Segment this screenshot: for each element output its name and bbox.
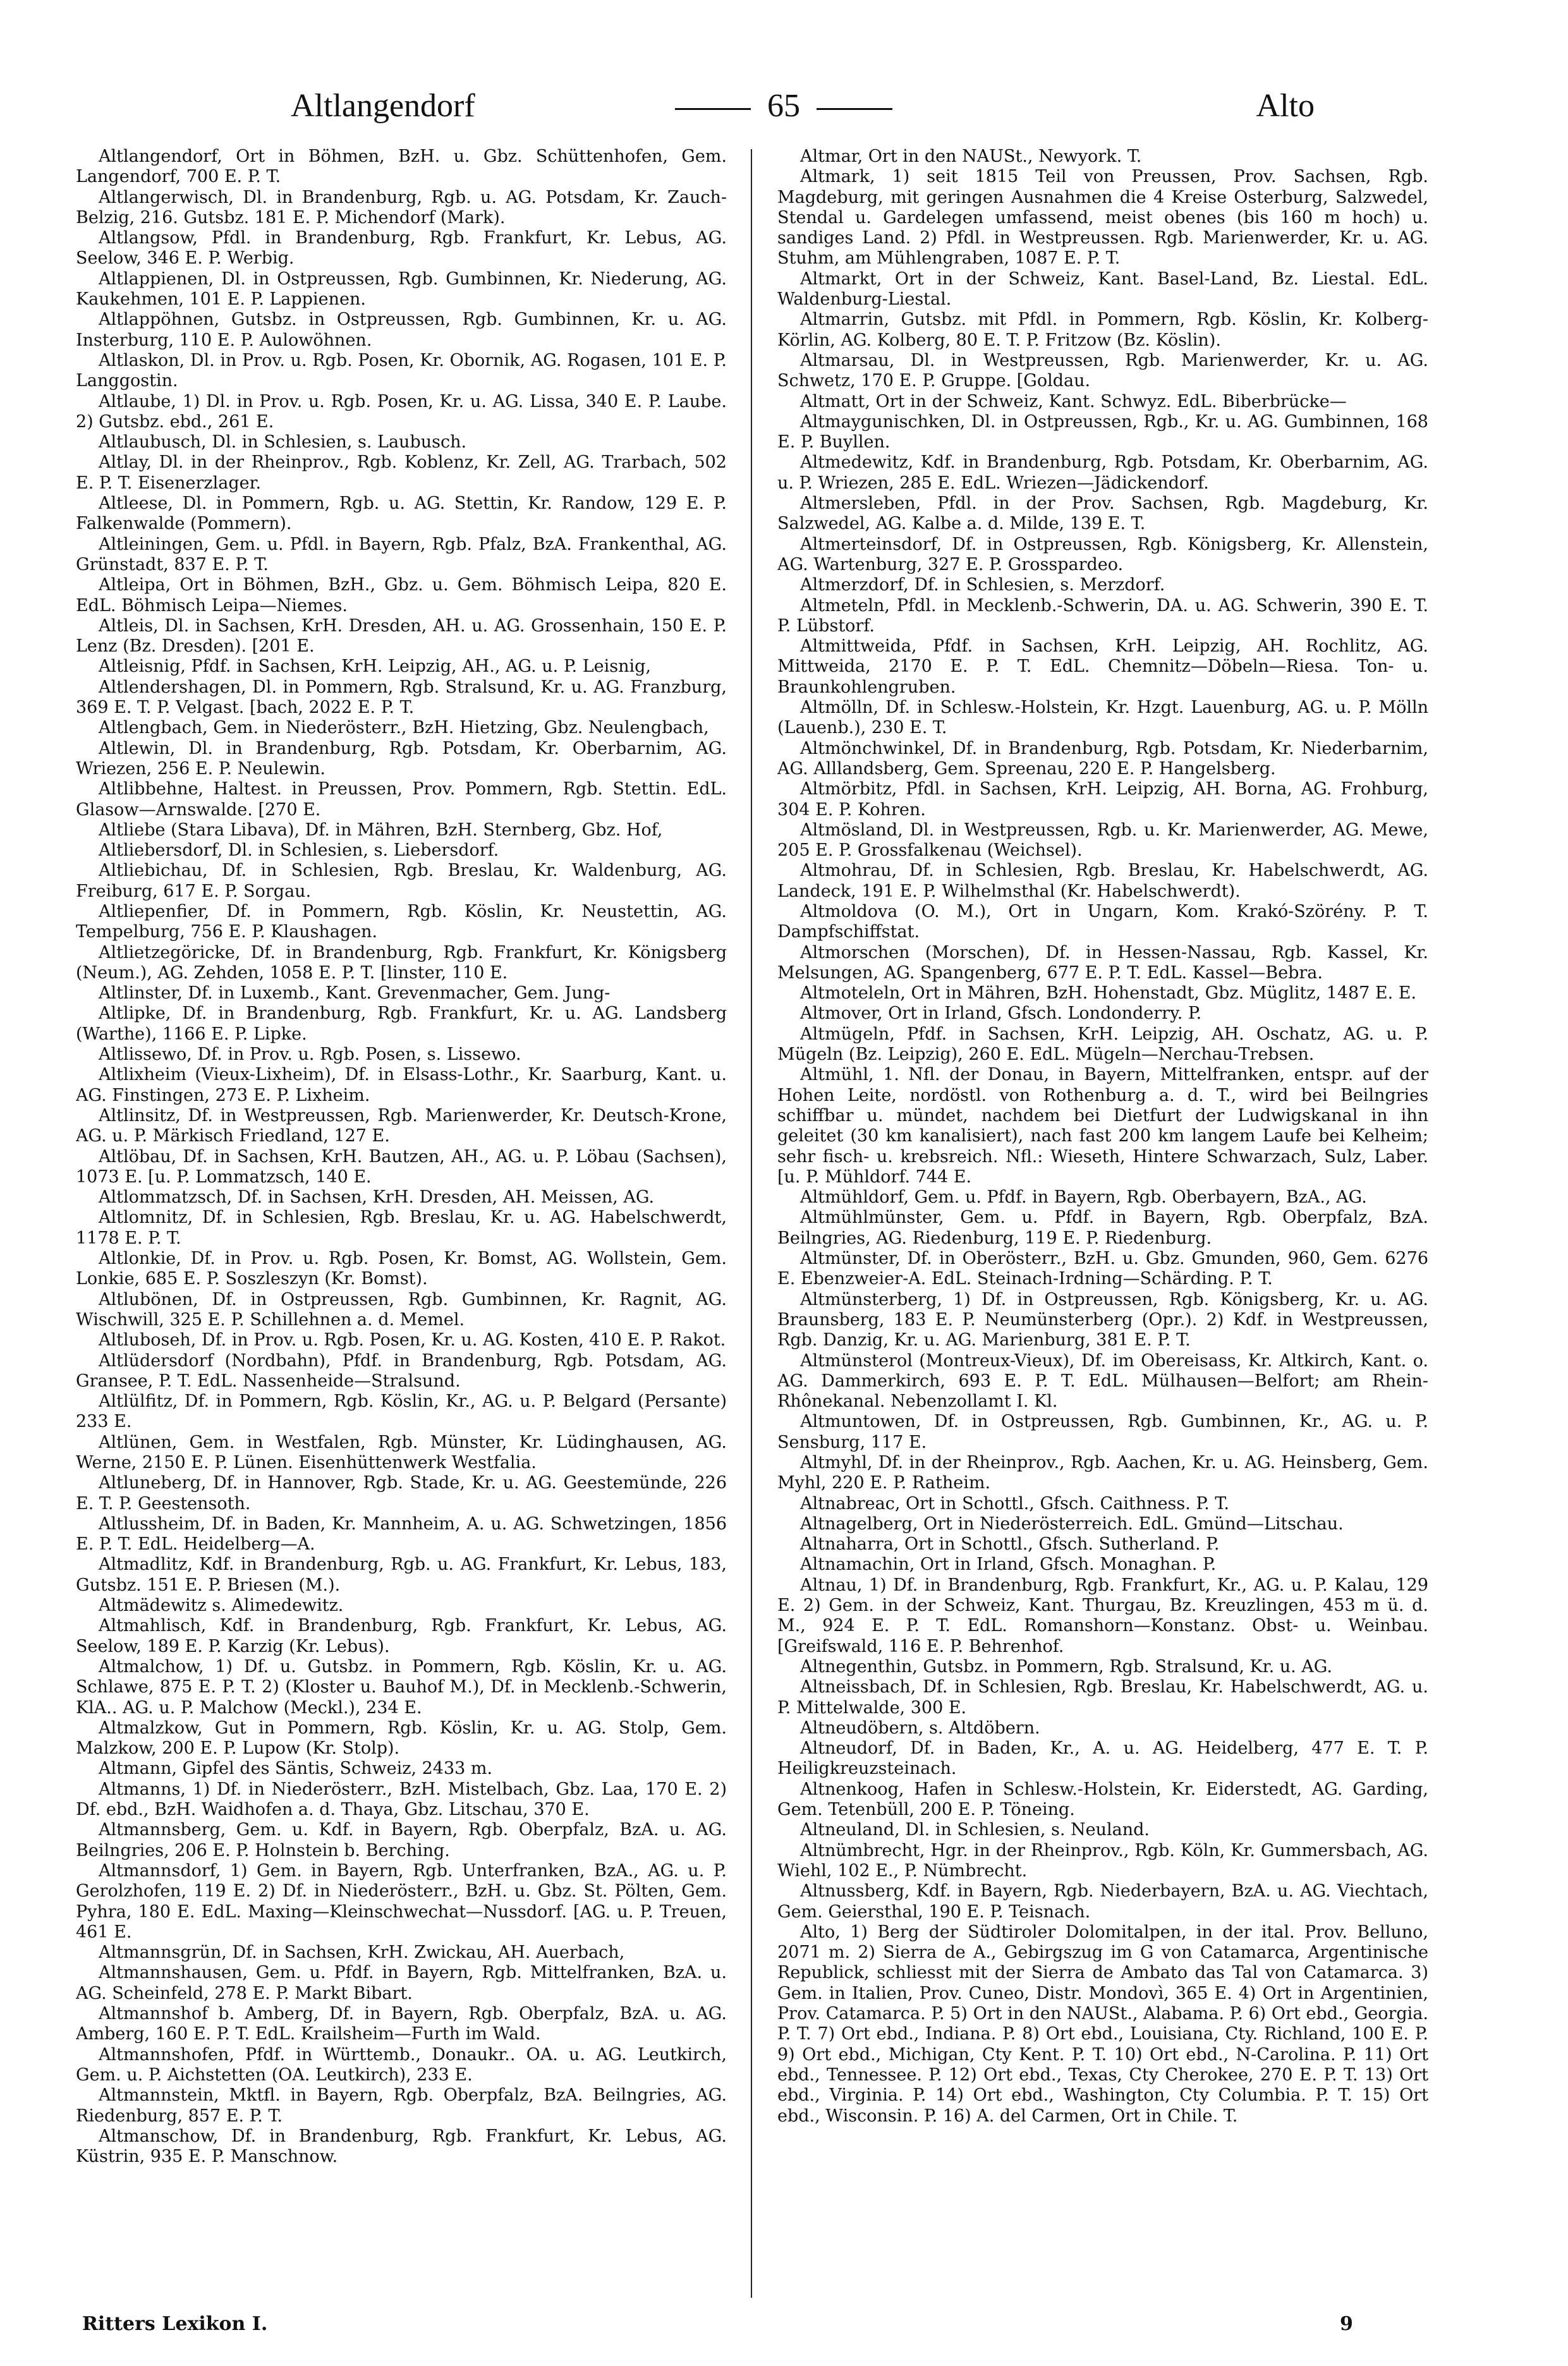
lexicon-entry: Altmover, Ort in Irland, Gfsch. Londonderry. P. [800,1004,1202,1024]
lexicon-entry: Altmünsterol (Montreux-Vieux), Df. im Obereisass, Kr. Altkirch, Kant. o. AG. Dammerkirch, 693 E. P. T. EdL. Mülhausen—Belfort; am Rhein-Rhônekanal. Nebenzollamt I. Kl. [777,1350,1428,1412]
lexicon-entry: Altmark, 1) seit 1815 Teil von Preussen, Prov. Sachsen, Rgb. Magdeburg, mit geringen Ausnahmen die 4 Kreise Osterburg, Salzwedel, Stendal u. Gardelegen umfassend, meist obenes (bis 160 m hoch) u. sandiges Land. 2) Pfdl. in Westpreussen. Rgb. Marienwerder, Kr. u. AG. Stuhm, am Mühlengraben, 1087 E. P. T. [777,167,1428,269]
lexicon-entry: Altleis, Dl. in Sachsen, KrH. Dresden, AH. u. AG. Grossenhain, 150 E. P. Lenz (Bz. Dresden). [201 E. [76,616,727,657]
lexicon-entry: Altmoteleln, Ort in Mähren, BzH. Hohenstadt, Gbz. Müglitz, 1487 E. E. [800,983,1417,1004]
lexicon-entry: Altliebichau, Df. in Schlesien, Rgb. Breslau, Kr. Waldenburg, AG. Freiburg, 617 E. P. Sorgau. [76,861,727,901]
lexicon-entry: Altmühldorf, Gem. u. Pfdf. in Bayern, Rgb. Oberbayern, BzA., AG. [800,1187,1367,1208]
lexicon-entry: Altmann, Gipfel des Säntis, Schweiz, 2433 m. [99,1759,493,1779]
lexicon-entry: Altlietzegöricke, Df. in Brandenburg, Rgb. Frankfurt, Kr. Königsberg (Neum.), AG. Zehden, 1058 E. P. T. [linster, 110 E. [76,942,727,983]
lexicon-entry: Altluneberg, Df. in Hannover, Rgb. Stade, Kr. u. AG. Geestemünde, 226 E. T. P. Geestensoth. [76,1473,727,1514]
lexicon-entry: Altlaubusch, Dl. in Schlesien, s. Laubusch. [99,432,467,452]
lexicon-entry: Altmügeln, Pfdf. in Sachsen, KrH. Leipzig, AH. Oschatz, AG. u. P. Mügeln (Bz. Leipzig), 260 E. EdL. Mügeln—Nerchau-Trebsen. [777,1024,1428,1065]
column-divider [751,149,752,2298]
header-dash-left [675,108,751,110]
lexicon-entry: Altmoldova (O. M.), Ort in Ungarn, Kom. Krakó-Szörény. P. T. Dampfschiffstat. [777,901,1428,942]
lexicon-entry: Altnenkoog, Hafen in Schlesw.-Holstein, Kr. Eiderstedt, AG. Garding, Gem. Tetenbüll, 200 E. P. Töneing. [777,1779,1428,1820]
lexicon-entry: Altluboseh, Df. in Prov. u. Rgb. Posen, Kr. u. AG. Kosten, 410 E. P. Rakot. [99,1330,726,1350]
lexicon-entry: Altmadlitz, Kdf. in Brandenburg, Rgb. u. AG. Frankfurt, Kr. Lebus, 183, Gutsbz. 151 E. P. Briesen (M.). [76,1555,727,1595]
lexicon-entry: Altmünster, Df. in Oberösterr., BzH. u. Gbz. Gmunden, 960, Gem. 6276 E. Ebenzweier-A. EdL. Steinach-Irdning—Schärding. P. T. [777,1249,1428,1289]
lexicon-entry: Altneissbach, Df. in Schlesien, Rgb. Breslau, Kr. Habelschwerdt, AG. u. P. Mittelwalde, 300 E. [777,1677,1428,1718]
lexicon-entry: Altlewin, Dl. in Brandenburg, Rgb. Potsdam, Kr. Oberbarnim, AG. Wriezen, 256 E. P. Neulewin. [76,738,727,779]
header-dash-right [817,108,892,110]
lexicon-entry: Altlay, Dl. in der Rheinprov., Rgb. Koblenz, Kr. Zell, AG. Trarbach, 502 E. P. T. Eisenerzlager. [76,452,727,493]
lexicon-entry: Altnaharra, Ort in Schottl., Gfsch. Sutherland. P. [800,1534,1220,1555]
header-left-keyword: Altlangendorf [291,88,475,124]
lexicon-entry: Altnamachin, Ort in Irland, Gfsch. Monaghan. P. [800,1555,1217,1575]
lexicon-entry: Altmösland, Dl. in Westpreussen, Rgb. u. Kr. Marienwerder, AG. Mewe, 205 E. P. Grossfalkenau (Weichsel). [777,820,1428,861]
lexicon-entry: Altlomnitz, Df. in Schlesien, Rgb. Breslau, Kr. u. AG. Habelschwerdt, 1178 E. P. T. [76,1208,727,1248]
lexicon-entry: Altlipke, Df. in Brandenburg, Rgb. Frankfurt, Kr. u. AG. Landsberg (Warthe), 1166 E. P. Lipke. [76,1004,727,1044]
lexicon-entry: Altlixheim (Vieux-Lixheim), Df. in Elsass-Lothr., Kr. Saarburg, Kant. u. AG. Finstingen, 273 E. P. Lixheim. [76,1065,727,1105]
lexicon-entry: Altneuland, Dl. in Schlesien, s. Neuland. [800,1820,1150,1840]
lexicon-entry: Altliepenfier, Df. in Pommern, Rgb. Köslin, Kr. Neustettin, AG. Tempelburg, 756 E. P. Klaushagen. [76,901,727,942]
lexicon-entry: Altmahlisch, Kdf. in Brandenburg, Rgb. Frankfurt, Kr. Lebus, AG. Seelow, 189 E. P. Karzig (Kr. Lebus). [76,1616,727,1656]
lexicon-entry: Altlünen, Gem. in Westfalen, Rgb. Münster, Kr. Lüdinghausen, AG. Werne, 2150 E. P. Lünen. Eisenhüttenwerk Westfalia. [76,1432,727,1472]
lexicon-entry: Altmünsterberg, 1) Df. in Ostpreussen, Rgb. Königsberg, Kr. u. AG. Braunsberg, 183 E. P. Neumünsterberg (Opr.). 2) Kdf. in Westpreussen, Rgb. Danzig, Kr. u. AG. Marienburg, 381 E. P. T. [777,1289,1428,1350]
right-column [777,147,1428,2308]
lexicon-entry: Altmarkt, Ort in der Schweiz, Kant. Basel-Land, Bz. Liestal. EdL. Waldenburg-Liestal. [777,269,1428,310]
page-header [253,81,1340,138]
lexicon-entry: Altmanns, 1) Df. in Niederösterr., BzH. Mistelbach, Gbz. Laa, 170 E. 2) Df. ebd., BzH. Waidhofen a. d. Thaya, Gbz. Litschau, 370 E. [76,1779,727,1820]
lexicon-entry: Altmerzdorf, Df. in Schlesien, s. Merzdorf. [800,575,1165,595]
lexicon-entry: Altlaube, 1) Dl. in Prov. u. Rgb. Posen, Kr. u. AG. Lissa, 340 E. P. Laube. 2) Gutsbz. ebd., 261 E. [76,391,727,432]
left-column [76,147,727,2308]
lexicon-entry: Altmar, Ort in den NAUSt., Newyork. T. [800,147,1142,166]
lexicon-entry: Altliebersdorf, Dl. in Schlesien, s. Liebersdorf. [99,840,499,861]
lexicon-entry: Altmannsdorf, 1) Gem. in Bayern, Rgb. Unterfranken, BzA., AG. u. P. Gerolzhofen, 119 E. 2) Df. in Niederösterr., BzH. u. Gbz. St. Pölten, Gem. Pyhra, 180 E. EdL. Maxing—Kleinschwechat—Nussdorf. [AG. u. P. Treuen, 461 E. [76,1860,727,1942]
lexicon-entry: Altmanschow, Df. in Brandenburg, Rgb. Frankfurt, Kr. Lebus, AG. Küstrin, 935 E. P. Manschnow. [76,2126,727,2167]
lexicon-entry: Altmarrin, Gutsbz. mit Pfdl. in Pommern, Rgb. Köslin, Kr. Kolberg-Körlin, AG. Kolberg, 80 E. T. P. Fritzow (Bz. Köslin). [777,310,1428,350]
lexicon-entry: Altlendershagen, Dl. in Pommern, Rgb. Stralsund, Kr. u. AG. Franzburg, 369 E. T. P. Velgast. [bach, 2022 E. P. T. [76,677,727,718]
lexicon-entry: Altlinsitz, Df. in Westpreussen, Rgb. Marienwerder, Kr. Deutsch-Krone, AG. u. P. Märkisch Friedland, 127 E. [76,1105,727,1146]
lexicon-entry: Altlommatzsch, Df. in Sachsen, KrH. Dresden, AH. Meissen, AG. [99,1187,655,1208]
lexicon-entry: Altleipa, Ort in Böhmen, BzH., Gbz. u. Gem. Böhmisch Leipa, 820 E. EdL. Böhmisch Leipa—Niemes. [76,575,727,616]
page-number: 65 [767,88,800,124]
lexicon-entry: Altmannsberg, Gem. u. Kdf. in Bayern, Rgb. Oberpfalz, BzA. u. AG. Beilngries, 206 E. P. Holnstein b. Berching. [76,1820,727,1860]
lexicon-entry: Altmannsgrün, Df. in Sachsen, KrH. Zwickau, AH. Auerbach, [99,1943,625,1963]
lexicon-entry: Altnabreac, Ort in Schottl., Gfsch. Caithness. P. T. [800,1493,1229,1514]
lexicon-entry: Altleese, Dl. in Pommern, Rgb. u. AG. Stettin, Kr. Randow, 129 E. P. Falkenwalde (Pommern). [76,494,727,534]
lexicon-entry: Altlissewo, Df. in Prov. u. Rgb. Posen, s. Lissewo. [99,1045,521,1065]
lexicon-entry: Altneudorf, Df. in Baden, Kr., A. u. AG. Heidelberg, 477 E. T. P. Heiligkreuzsteinach. [777,1738,1428,1779]
lexicon-entry: Altlaskon, Dl. in Prov. u. Rgb. Posen, Kr. Obornik, AG. Rogasen, 101 E. P. Langgostin. [76,350,727,391]
lexicon-entry: Altmuntowen, Df. in Ostpreussen, Rgb. Gumbinnen, Kr., AG. u. P. Sensburg, 117 E. [777,1412,1428,1452]
lexicon-entry: Altmölln, Df. in Schlesw.-Holstein, Kr. Hzgt. Lauenburg, AG. u. P. Mölln (Lauenb.), 230 E. T. [777,698,1428,738]
lexicon-entry: Altlappienen, Dl. in Ostpreussen, Rgb. Gumbinnen, Kr. Niederung, AG. Kaukehmen, 101 E. P. Lappienen. [76,269,727,310]
lexicon-entry: Altmeteln, Pfdl. in Mecklenb.-Schwerin, DA. u. AG. Schwerin, 390 E. T. P. Lübstorf. [777,595,1428,636]
lexicon-entry: Altmarsau, Dl. in Westpreussen, Rgb. Marienwerder, Kr. u. AG. Schwetz, 170 E. P. Gruppe. [Goldau. [777,350,1428,391]
lexicon-entry: Altmalzkow, Gut in Pommern, Rgb. Köslin, Kr. u. AG. Stolp, Gem. Malzkow, 200 E. P. Lupow (Kr. Stolp). [76,1718,727,1759]
lexicon-entry: Altmittweida, Pfdf. in Sachsen, KrH. Leipzig, AH. Rochlitz, AG. Mittweida, 2170 E. P. T. EdL. Chemnitz—Döbeln—Riesa. Ton- u. Braunkohlengruben. [777,636,1428,697]
footer-sheet-number: 9 [1340,2313,1353,2335]
lexicon-entry: Altmedewitz, Kdf. in Brandenburg, Rgb. Potsdam, Kr. Oberbarnim, AG. u. P. Wriezen, 285 E. EdL. Wriezen—Jädickendorf. [777,452,1428,493]
lexicon-entry: Altlinster, Df. in Luxemb., Kant. Grevenmacher, Gem. Jung- [99,983,611,1004]
lexicon-entry: Altlöbau, Df. in Sachsen, KrH. Bautzen, AH., AG. u. P. Löbau (Sachsen), 1073 E. [u. P. Lommatzsch, 140 E. [76,1146,727,1187]
lexicon-entry: Altlibbehne, Haltest. in Preussen, Prov. Pommern, Rgb. Stettin. EdL. Glasow—Arnswalde. [270 E. [76,779,727,820]
lexicon-entry: Altmaygunischken, Dl. in Ostpreussen, Rgb., Kr. u. AG. Gumbinnen, 168 E. P. Buyllen. [777,411,1428,452]
lexicon-entry: Altmerteinsdorf, Df. in Ostpreussen, Rgb. Königsberg, Kr. Allenstein, AG. Wartenburg, 327 E. P. Grosspardeo. [777,534,1428,574]
lexicon-entry: Altmohrau, Df. in Schlesien, Rgb. Breslau, Kr. Habelschwerdt, AG. Landeck, 191 E. P. Wilhelmsthal (Kr. Habelschwerdt). [777,861,1428,901]
lexicon-entry: Altlangsow, Pfdl. in Brandenburg, Rgb. Frankfurt, Kr. Lebus, AG. Seelow, 346 E. P. Werbig. [76,228,727,269]
lexicon-entry: Altmühl, 1. Nfl. der Donau, in Bayern, Mittelfranken, entspr. auf der Hohen Leite, nordöstl. von Rothenburg a. d. T., wird bei Beilngries schiffbar u. mündet, nachdem bei Dietfurt der Ludwigskanal in ihn geleitet (30 km kanalisiert), nach fast 200 km langem Laufe bei Kelheim; sehr fisch- u. krebsreich. Nfl.: Wieseth, Hintere Schwarzach, Sulz, Laber. [u. P. Mühldorf. 744 E. [777,1065,1428,1187]
lexicon-entry: Altnagelberg, Ort in Niederösterreich. EdL. Gmünd—Litschau. [800,1514,1344,1534]
lexicon-entry: Altlülfitz, Df. in Pommern, Rgb. Köslin, Kr., AG. u. P. Belgard (Persante) 233 E. [76,1392,727,1432]
lexicon-entry: Altnegenthin, Gutsbz. in Pommern, Rgb. Stralsund, Kr. u. AG. [800,1656,1332,1677]
lexicon-entry: Altnussberg, Kdf. in Bayern, Rgb. Niederbayern, BzA. u. AG. Viechtach, Gem. Geiersthal, 190 E. P. Teisnach. [777,1881,1428,1922]
header-page-number [632,87,935,124]
lexicon-entry: Altleiningen, Gem. u. Pfdl. in Bayern, Rgb. Pfalz, BzA. Frankenthal, AG. Grünstadt, 837 E. P. T. [76,534,727,574]
header-right-keyword: Alto [1256,88,1315,124]
lexicon-entry: Altnau, 1) Df. in Brandenburg, Rgb. Frankfurt, Kr., AG. u. P. Kalau, 129 E. 2) Gem. in der Schweiz, Kant. Thurgau, Bz. Kreuzlingen, 453 m ü. d. M., 924 E. P. T. EdL. Romanshorn—Konstanz. Obst- u. Weinbau. [Greifswald, 116 E. P. Behrenhof. [777,1575,1428,1656]
lexicon-entry: Altleisnig, Pfdf. in Sachsen, KrH. Leipzig, AH., AG. u. P. Leisnig, [99,657,651,677]
lexicon-entry: Altmönchwinkel, Df. in Brandenburg, Rgb. Potsdam, Kr. Niederbarnim, AG. Alllandsberg, Gem. Spreenau, 220 E. P. Hangelsberg. [777,738,1428,779]
lexicon-entry: Altliebe (Stara Libava), Df. in Mähren, BzH. Sternberg, Gbz. Hof, [99,820,663,840]
lexicon-entry: Altlengbach, Gem. in Niederösterr., BzH. Hietzing, Gbz. Neulengbach, [99,718,709,738]
lexicon-entry: Altmatt, Ort in der Schweiz, Kant. Schwyz. EdL. Biberbrücke— [800,391,1347,411]
lexicon-entry: Alto, 1) Berg der Südtiroler Dolomitalpen, in der ital. Prov. Belluno, 2071 m. 2) Sierra de A., Gebirgszug im G von Catamarca, Argentinische Republick, schliesst mit der Sierra de Ambato das Tal von Catamarca. 3) Gem. in Italien, Prov. Cuneo, Distr. Mondovì, 365 E. 4) Ort in Argentinien, Prov. Catamarca. P. 5) Ort in den NAUSt., Alabama. P. 6) Ort ebd., Georgia. P. T. 7) Ort ebd., Indiana. P. 8) Ort ebd., Louisiana, Cty. Richland, 100 E. P. 9) Ort ebd., Michigan, Cty Kent. P. T. 10) Ort ebd., N-Carolina. P. 11) Ort ebd., Tennessee. P. 12) Ort ebd., Texas, Cty Cherokee, 270 E. P. T. 13) Ort ebd., Virginia. P. 14) Ort ebd., Washington, Cty Columbia. P. T. 15) Ort ebd., Wisconsin. P. 16) A. del Carmen, Ort in Chile. T. [777,1922,1428,2126]
lexicon-entry: Altmyhl, Df. in der Rheinprov., Rgb. Aachen, Kr. u. AG. Heinsberg, Gem. Myhl, 220 E. P. Ratheim. [777,1453,1428,1493]
lexicon-entry: Altlüdersdorf (Nordbahn), Pfdf. in Brandenburg, Rgb. Potsdam, AG. Gransee, P. T. EdL. Nassenheide—Stralsund. [76,1350,727,1391]
lexicon-entry: Altmannshofen, Pfdf. in Württemb., Donaukr.. OA. u. AG. Leutkirch, Gem. u. P. Aichstetten (OA. Leutkirch), 233 E. [76,2044,727,2085]
lexicon-entry: Altmersleben, Pfdl. in der Prov. Sachsen, Rgb. Magdeburg, Kr. Salzwedel, AG. Kalbe a. d. Milde, 139 E. T. [777,494,1428,534]
lexicon-entry: Altmühlmünster, Gem. u. Pfdf. in Bayern, Rgb. Oberpfalz, BzA. Beilngries, AG. Riedenburg, 119 E. P. Riedenburg. [777,1208,1428,1248]
lexicon-entry: Altmannshof b. Amberg, Df. in Bayern, Rgb. Oberpfalz, BzA. u. AG. Amberg, 160 E. P. T. EdL. Krailsheim—Furth im Wald. [76,2004,727,2044]
lexicon-entry: Altlangerwisch, Dl. in Brandenburg, Rgb. u. AG. Potsdam, Kr. Zauch-Belzig, 216. Gutsbz. 181 E. P. Michendorf (Mark). [76,187,727,228]
lexicon-entry: Altmalchow, 1) Df. u. Gutsbz. in Pommern, Rgb. Köslin, Kr. u. AG. Schlawe, 875 E. P. T. 2) (Kloster u. Bauhof M.), Df. in Mecklenb.-Schwerin, KlA.. AG. u. P. Malchow (Meckl.), 234 E. [76,1656,727,1718]
footer-signature: Ritters Lexikon I. [82,2313,268,2335]
lexicon-entry: Altmörbitz, Pfdl. in Sachsen, KrH. Leipzig, AH. Borna, AG. Frohburg, 304 E. P. Kohren. [777,779,1428,820]
lexicon-entry: Altneudöbern, s. Altdöbern. [800,1718,1040,1738]
lexicon-entry: Altmädewitz s. Alimedewitz. [99,1596,344,1616]
lexicon-entry: Altmannshausen, Gem. u. Pfdf. in Bayern, Rgb. Mittelfranken, BzA. u. AG. Scheinfeld, 278 E. P. Markt Bibart. [76,1963,727,2003]
lexicon-entry: Altlangendorf, Ort in Böhmen, BzH. u. Gbz. Schüttenhofen, Gem. Langendorf, 700 E. P. T. [76,147,727,187]
lexicon-entry: Altmorschen (Morschen), Df. in Hessen-Nassau, Rgb. Kassel, Kr. Melsungen, AG. Spangenberg, 677 E. P. T. EdL. Kassel—Bebra. [777,942,1428,983]
lexicon-entry: Altlussheim, Df. in Baden, Kr. Mannheim, A. u. AG. Schwetzingen, 1856 E. P. T. EdL. Heidelberg—A. [76,1514,727,1555]
lexicon-entry: Altlubönen, Df. in Ostpreussen, Rgb. Gumbinnen, Kr. Ragnit, AG. Wischwill, 325 E. P. Schillehnen a. d. Memel. [76,1289,727,1330]
lexicon-entry: Altlonkie, Df. in Prov. u. Rgb. Posen, Kr. Bomst, AG. Wollstein, Gem. Lonkie, 685 E. P. Soszleszyn (Kr. Bomst). [76,1249,727,1289]
lexicon-entry: Altlappöhnen, Gutsbz. in Ostpreussen, Rgb. Gumbinnen, Kr. u. AG. Insterburg, 110 E. P. Aulowöhnen. [76,310,727,350]
lexicon-entry: Altmannstein, Mktfl. in Bayern, Rgb. Oberpfalz, BzA. Beilngries, AG. Riedenburg, 857 E. P. T. [76,2085,727,2126]
lexicon-entry: Altnümbrecht, Hgr. in der Rheinprov., Rgb. Köln, Kr. Gummersbach, AG. Wiehl, 102 E., P. Nümbrecht. [777,1840,1428,1881]
